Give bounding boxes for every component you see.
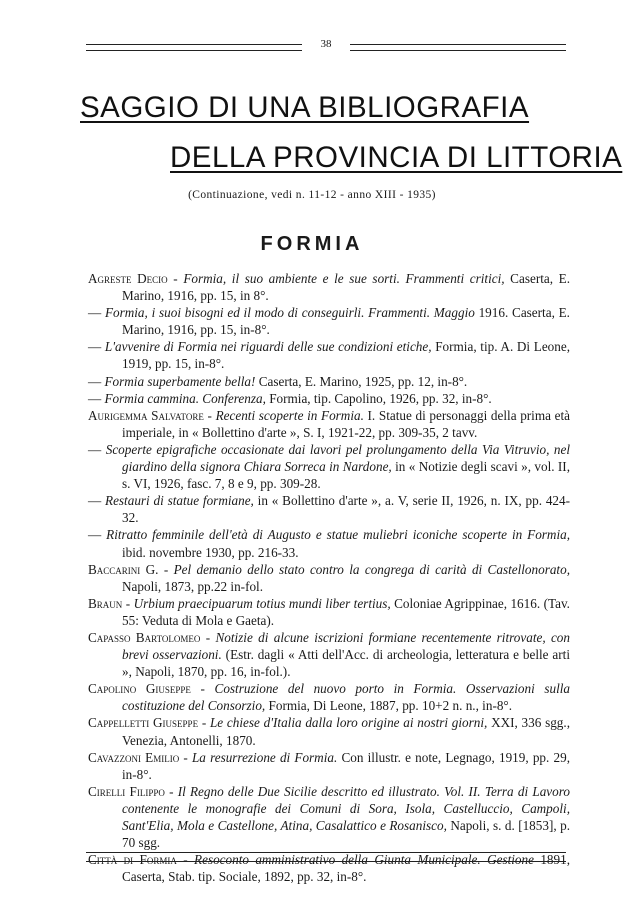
entry-author: Città di Formia — [88, 852, 177, 868]
entry-publication: Caserta, E. Marino, 1916, pp. 15, in 8°. — [122, 271, 570, 304]
entry-author: Cappelletti Giuseppe — [88, 715, 199, 731]
entry-publication: 1891, Caserta, Stab. tip. Sociale, 1892, pp. 32, in-8°. — [122, 852, 571, 885]
entry-title: Urbium praecipuarum totius mundi liber tertius, — [133, 595, 391, 611]
entry-publication: Caserta, E. Marino, 1925, pp. 12, in-8°. — [255, 373, 468, 389]
entry-title: Le chiese d'Italia dalla loro origine ai nostri giorni, — [209, 715, 488, 731]
entry-author: Baccarini G. — [88, 561, 159, 577]
entry-title: Resoconto amministrativo della Giunta Municipale. Gestione — [194, 852, 534, 868]
entry-author: Agreste Decio — [88, 271, 168, 286]
entry-publication: in « Bollettino d'arte », a. V, serie II, 1926, n. IX, pp. 424-32. — [122, 493, 570, 526]
subtitle: (Continuazione, vedi n. 11-12 - anno XIII - 1935) — [188, 189, 436, 201]
entry-publication: Con illustr. e note, Legnago, 1919, pp. 29, in-8°. — [122, 749, 570, 782]
entry-publication: 1916. Caserta, E. Marino, 1916, pp. 15, in-8°. — [122, 305, 570, 338]
entry-title: Recenti scoperte in Formia. — [215, 407, 364, 423]
entry-author: Cirelli Filippo — [88, 783, 165, 799]
entry-title: Formia superbamente bella! — [104, 373, 256, 389]
entry-author: — — [88, 493, 102, 509]
bibliography-entry: Baccarini G. - Pel demanio dello stato contro la congrega di carità di Castellonorato, Napoli, 1873, pp.22 in-fol. — [88, 561, 570, 594]
entry-publication: Formia, tip. Capolino, 1926, pp. 32, in-8°. — [265, 390, 492, 406]
entry-author: — — [88, 527, 102, 543]
entry-publication: ibid. novembre 1930, pp. 216-33. — [122, 544, 299, 560]
entry-publication: I. Statue di personaggi della prima età imperiale, in « Bollettino d'arte », S. I, 1921-22, pp. 309-35, 2 tavv. — [122, 407, 570, 440]
entry-title: Formia, i suoi bisogni ed il modo di conseguirli. Frammenti. Maggio — [104, 305, 475, 321]
entry-title: Scoperte epigrafiche occasionate dai lavori pel prolungamento della Via Vitruvio, nel giardino della signora Chiara Sorreca in Nardone, — [105, 441, 571, 475]
bibliography-entry: Cavazzoni Emilio - La resurrezione di Formia. Con illustr. e note, Legnago, 1919, pp. 29, in-8°. — [88, 749, 570, 782]
entry-publication: Formia, Di Leone, 1887, pp. 10+2 n. n., in-8°. — [265, 698, 512, 714]
bibliography-entry — [88, 526, 570, 560]
entry-title: Ritratto femminile dell'età di Augusto e statue muliebri iconiche scoperte in Formia, — [106, 527, 570, 543]
footer-rule — [86, 852, 566, 862]
entry-author: Aurigemma Salvatore — [88, 407, 204, 423]
entry-publication: Coloniae Agrippinae, 1616. (Tav. 55: Veduta di Mola e Gaeta). — [122, 595, 570, 628]
page-number: 38 — [320, 38, 332, 50]
bibliography-entry: Città di Formia - Resoconto amministrativo della Giunta Municipale. Gestione 1891, Caserta, Stab. tip. Sociale, 1892, pp. 32, in-8°. — [88, 852, 571, 885]
entry-author: — — [88, 373, 102, 389]
entry-publication: Napoli, s. d. [1853], p. 70 sgg. — [122, 818, 570, 851]
entry-author: Capolino Giuseppe — [88, 681, 191, 697]
entry-publication: (Estr. dagli « Atti dell'Acc. di archeologia, letteratura e belle arti », Napoli, 1870, pp. 16, in-fol.). — [122, 647, 570, 680]
bibliography-entry — [88, 304, 570, 338]
entry-author: — — [88, 390, 102, 406]
entry-title: L'avvenire di Formia nei riguardi delle sue condizioni etiche, — [104, 339, 432, 355]
entry-title: La resurrezione di Formia. — [191, 749, 338, 765]
entry-title: Notizie di alcune iscrizioni formiane recentemente ritrovate, con brevi osservazioni. — [122, 629, 570, 663]
entry-author: — — [88, 441, 102, 457]
entry-author: Cavazzoni Emilio — [88, 749, 180, 765]
bibliography-entry: Braun - Urbium praecipuarum totius mundi liber tertius, Coloniae Agrippinae, 1616. (Tav. 55: Veduta di Mola e Gaeta). — [88, 595, 570, 628]
entry-title: Formia, il suo ambiente e le sue sorti. Frammenti critici, — [183, 271, 505, 286]
header-rule-right — [350, 44, 566, 51]
title-line-2: DELLA PROVINCIA DI LITTORIA — [170, 141, 623, 174]
entry-publication: XXI, 336 sgg., Venezia, Antonelli, 1870. — [122, 715, 570, 748]
entry-title: Costruzione del nuovo porto in Formia. Osservazioni sulla costituzione del Consorzio, — [122, 681, 571, 714]
entry-publication: in « Notizie degli scavi », vol. II, s. VI, 1926, fasc. 7, 8 e 9, pp. 309-28. — [122, 459, 570, 492]
entry-title: Il Regno delle Due Sicilie descritto ed illustrato. Vol. II. Terra di Lavoro contenente le monografie dei Comuni di Sora, Isola, Castelluccio, Campoli, Sant'Elia, Mola e Castellone, Atina, Casalattico e Rosanisco, — [122, 783, 570, 833]
entry-title: Formia cammina. Conferenza, — [104, 390, 266, 406]
bibliography-entry — [88, 441, 570, 492]
entry-publication: Formia, tip. A. Di Leone, 1919, pp. 15, in-8°. — [122, 339, 571, 372]
section-title: FORMIA — [260, 233, 364, 255]
entry-author: — — [88, 339, 102, 355]
page-header — [86, 38, 566, 58]
bibliography-entry — [88, 390, 570, 407]
entry-title: Restauri di statue formiane, — [105, 493, 254, 509]
bibliography-entry: Agreste Decio - Formia, il suo ambiente e le sue sorti. Frammenti critici, Caserta, E. Marino, 1916, pp. 15, in 8°. — [88, 271, 570, 304]
bibliography-entry: Capasso Bartolomeo - Notizie di alcune iscrizioni formiane recentemente ritrovate, con brevi osservazioni. (Estr. dagli « Atti dell'Acc. di archeologia, letteratura e belle arti », Napoli, 1870, pp. 16, in-fol.). — [88, 629, 570, 680]
bibliography-list — [88, 270, 570, 885]
entry-author: Braun — [88, 595, 123, 611]
entry-author: Capasso Bartolomeo — [88, 629, 201, 645]
entry-author: — — [88, 305, 102, 321]
bibliography-entry: Aurigemma Salvatore - Recenti scoperte in Formia. I. Statue di personaggi della prima età imperiale, in « Bollettino d'arte », S. I, 1921-22, pp. 309-35, 2 tavv. — [88, 407, 570, 440]
entry-title: Pel demanio dello stato contro la congrega di carità di Castellonorato, — [173, 561, 570, 577]
title-line-1: SAGGIO DI UNA BIBLIOGRAFIA — [80, 91, 530, 124]
entry-publication: Napoli, 1873, pp.22 in-fol. — [122, 578, 264, 594]
bibliography-entry — [88, 338, 570, 372]
bibliography-entry — [88, 492, 570, 526]
bibliography-entry — [88, 373, 570, 390]
bibliography-entry: Cirelli Filippo - Il Regno delle Due Sicilie descritto ed illustrato. Vol. II. Terra di Lavoro contenente le monografie dei Comuni di Sora, Isola, Castelluccio, Campoli, Sant'Elia, Mola e Castellone, Atina, Casalattico e Rosanisco, Napoli, s. d. [1853], p. 70 sgg. — [88, 783, 570, 851]
bibliography-entry: Cappelletti Giuseppe - Le chiese d'Italia dalla loro origine ai nostri giorni, XXI, 336 sgg., Venezia, Antonelli, 1870. — [88, 715, 570, 748]
bibliography-entry: Capolino Giuseppe - Costruzione del nuovo porto in Formia. Osservazioni sulla costituzione del Consorzio, Formia, Di Leone, 1887, pp. 10+2 n. n., in-8°. — [88, 681, 571, 714]
